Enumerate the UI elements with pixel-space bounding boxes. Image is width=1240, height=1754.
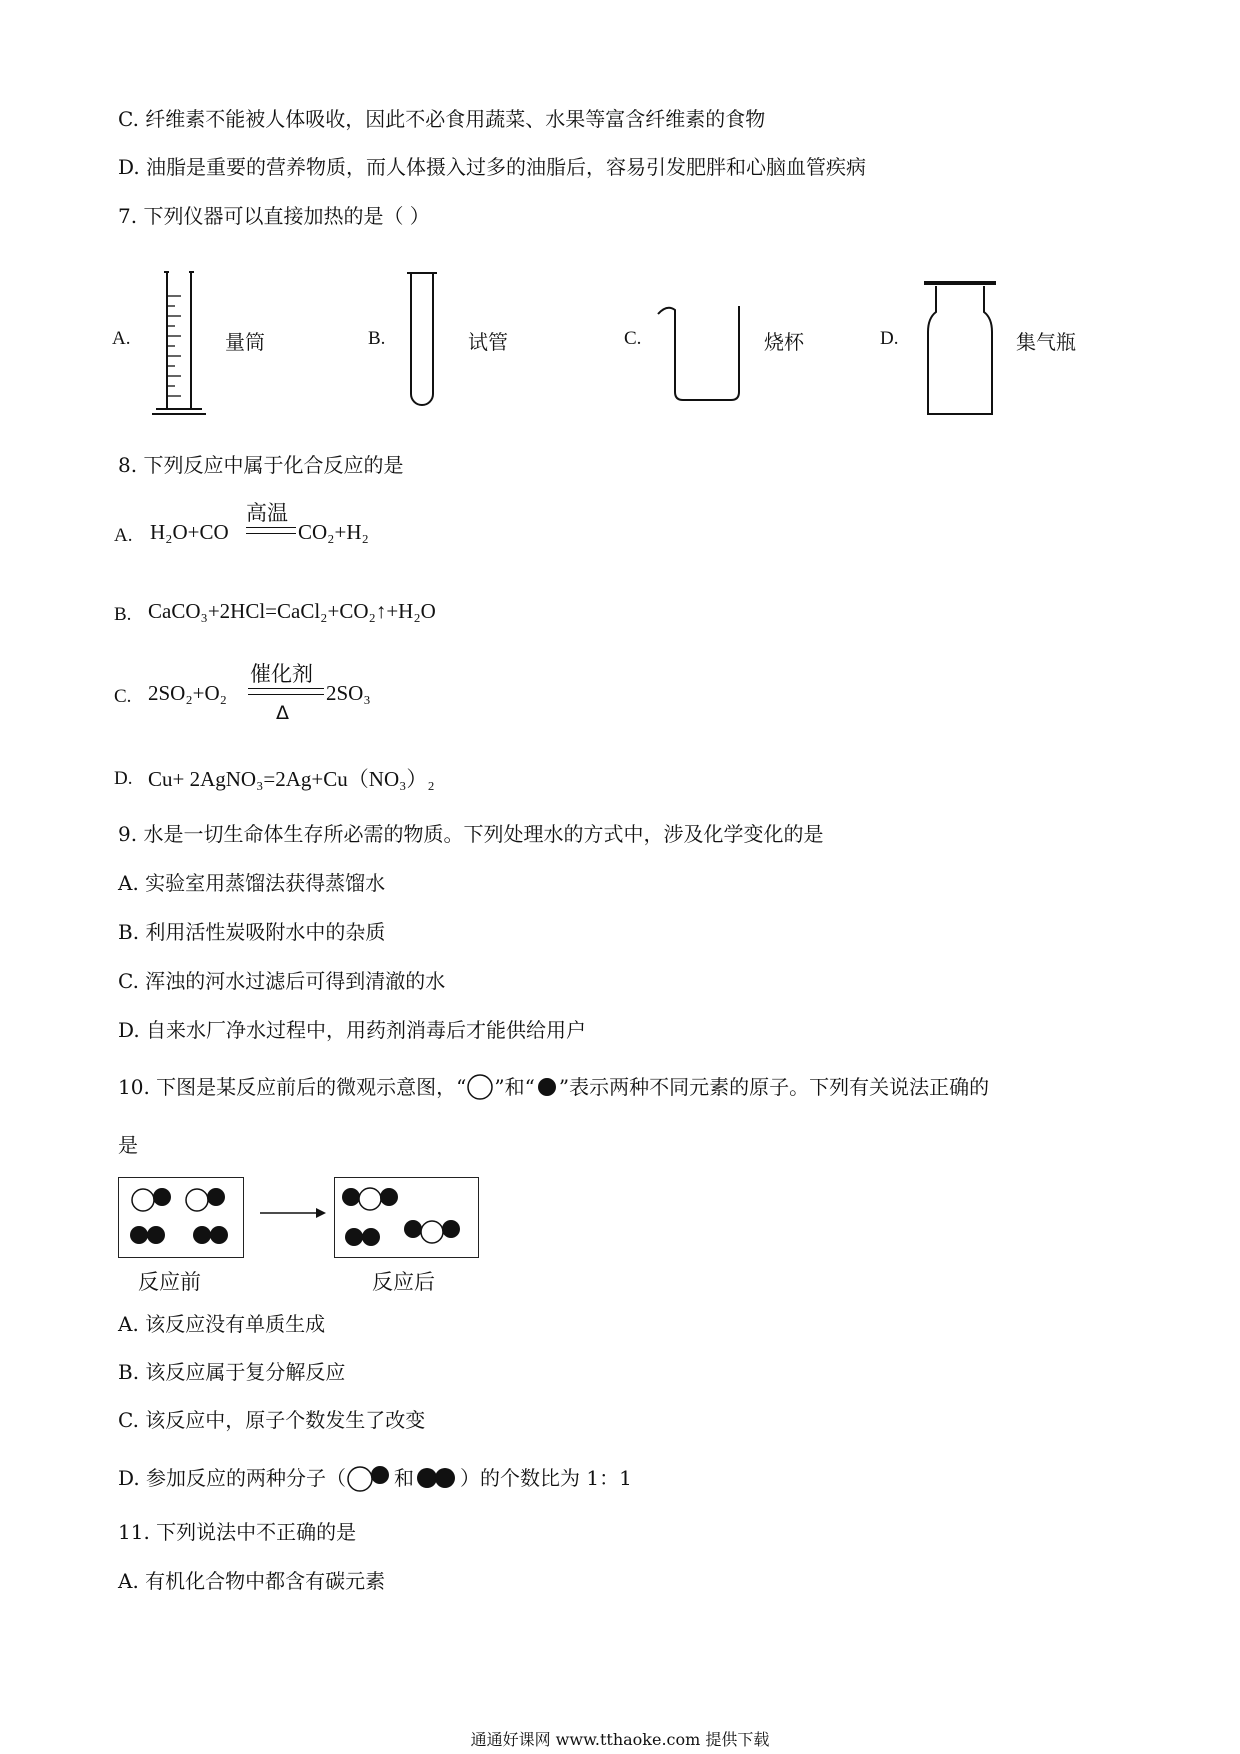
q9-option-b: B. 利用活性炭吸附水中的杂质 bbox=[118, 920, 386, 944]
q10-option-d bbox=[118, 1463, 632, 1493]
q8-option-a-equals bbox=[246, 527, 296, 534]
q8-option-c-equals bbox=[248, 688, 324, 695]
q7-option-b-letter: B. bbox=[368, 328, 386, 349]
q8-option-a-letter: A. bbox=[114, 525, 133, 546]
q7-option-c-letter: C. bbox=[624, 328, 642, 349]
q8-option-b-equation: CaCO₃+2HCl=CaCl₂+CO₂↑+H₂O bbox=[148, 599, 436, 623]
q7-option-d-letter: D. bbox=[880, 328, 899, 349]
q9-option-d: D. 自来水厂净水过程中，用药剂消毒后才能供给用户 bbox=[118, 1018, 587, 1042]
q10-stem-part3: ”表示两种不同元素的原子。下列有关说法正确的 bbox=[558, 1075, 990, 1099]
q9-option-c: C. 浑浊的河水过滤后可得到清澈的水 bbox=[118, 969, 446, 993]
molecule-black-black-icon bbox=[414, 1463, 460, 1493]
q8-option-c-reactants: 2SO₂+O₂ bbox=[148, 681, 227, 705]
q6-option-d: D. 油脂是重要的营养物质，而人体摄入过多的油脂后，容易引发肥胖和心脑血管疾病 bbox=[118, 155, 867, 179]
gas-jar-icon bbox=[920, 278, 1000, 418]
q8-option-d-equation: Cu+ 2AgNO₃=2Ag+Cu（NO₃）₂ bbox=[148, 767, 435, 791]
after-label: 反应后 bbox=[372, 1270, 435, 1294]
q8-option-a-products: CO₂+H₂ bbox=[298, 520, 369, 544]
page-footer: 通通好课网 www.tthaoke.com 提供下载 bbox=[470, 1730, 770, 1749]
q10-stem-end: 是 bbox=[118, 1133, 138, 1157]
q11-option-a: A. 有机化合物中都含有碳元素 bbox=[118, 1569, 386, 1593]
beaker-icon bbox=[655, 300, 747, 405]
q7-stem: 7. 下列仪器可以直接加热的是（ ） bbox=[118, 204, 430, 228]
q10-option-b: B. 该反应属于复分解反应 bbox=[118, 1360, 346, 1384]
q7-option-c-name: 烧杯 bbox=[764, 330, 804, 354]
q8-option-c-heat: Δ bbox=[276, 702, 289, 724]
q10-option-d-part3: ）的个数比为 1：1 bbox=[460, 1466, 632, 1490]
q9-stem: 9. 水是一切生命体生存所必需的物质。下列处理水的方式中，涉及化学变化的是 bbox=[118, 822, 824, 846]
molecule-white-black-icon bbox=[346, 1463, 394, 1493]
q7-option-a-letter: A. bbox=[112, 328, 131, 349]
q10-option-c: C. 该反应中，原子个数发生了改变 bbox=[118, 1408, 426, 1432]
after-molecules bbox=[334, 1177, 480, 1259]
q8-option-c-letter: C. bbox=[114, 686, 132, 707]
q7-option-a-name: 量筒 bbox=[225, 330, 265, 354]
reaction-arrow-icon bbox=[260, 1206, 328, 1220]
test-tube-icon bbox=[404, 270, 440, 414]
q8-option-c-products: 2SO₃ bbox=[326, 681, 371, 705]
q8-option-b-letter: B. bbox=[114, 604, 132, 625]
q10-stem-part1: 10. 下图是某反应前后的微观示意图，“ bbox=[118, 1075, 467, 1099]
q10-stem-part2: ”和“ bbox=[494, 1075, 535, 1099]
black-atom-icon bbox=[535, 1075, 559, 1099]
q8-option-a-reactants: H₂O+CO bbox=[150, 520, 229, 544]
q8-option-d-letter: D. bbox=[114, 768, 133, 789]
q8-stem: 8. 下列反应中属于化合反应的是 bbox=[118, 453, 404, 477]
q11-stem: 11. 下列说法中不正确的是 bbox=[118, 1520, 357, 1544]
graduated-cylinder-icon bbox=[148, 268, 210, 418]
q10-option-a: A. 该反应没有单质生成 bbox=[118, 1312, 326, 1336]
q9-option-a: A. 实验室用蒸馏法获得蒸馏水 bbox=[118, 871, 386, 895]
before-molecules bbox=[118, 1177, 246, 1259]
q10-option-d-part1: D. 参加反应的两种分子（ bbox=[118, 1466, 347, 1490]
q8-option-c-catalyst: 催化剂 bbox=[250, 662, 313, 686]
before-label: 反应前 bbox=[138, 1270, 201, 1294]
q10-stem bbox=[118, 1073, 989, 1101]
q6-option-c: C. 纤维素不能被人体吸收，因此不必食用蔬菜、水果等富含纤维素的食物 bbox=[118, 107, 766, 131]
q7-option-d-name: 集气瓶 bbox=[1016, 330, 1076, 354]
q10-option-d-part2: 和 bbox=[394, 1466, 415, 1490]
white-atom-icon bbox=[466, 1073, 494, 1101]
q7-option-b-name: 试管 bbox=[468, 330, 508, 354]
q8-option-a-condition: 高温 bbox=[246, 501, 288, 525]
